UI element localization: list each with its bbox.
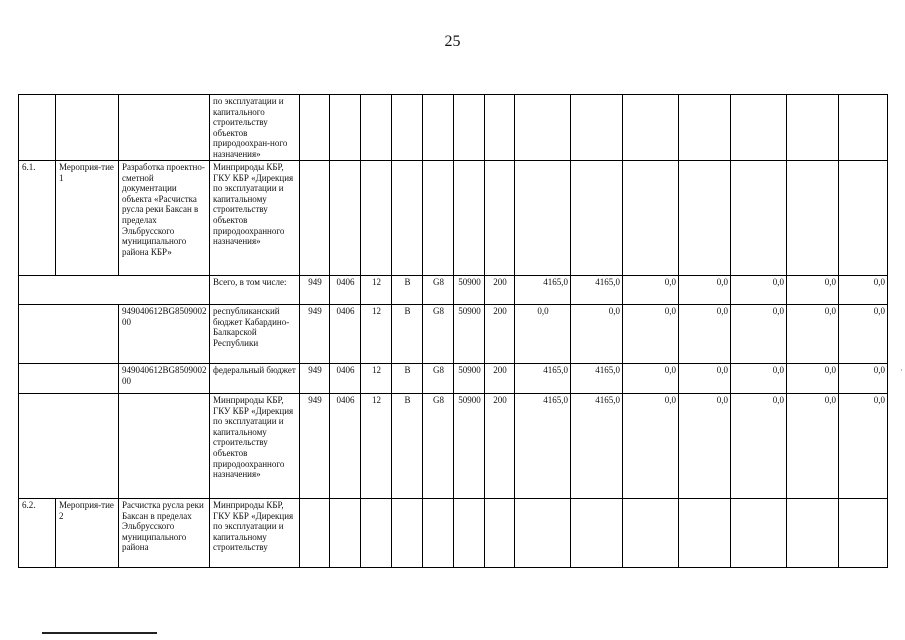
vr-cell: 200 xyxy=(485,276,515,305)
value-cell: 0,0 xyxy=(623,394,679,499)
value-cell: 0,0 xyxy=(571,305,623,364)
table-row xyxy=(19,95,888,161)
code-part-cell: G8 xyxy=(423,305,454,364)
value-cell: 4165,0 xyxy=(571,276,623,305)
value-cell: 0,0 xyxy=(623,276,679,305)
event-code: 6.2. xyxy=(19,499,56,568)
value-cell: 0,0 xyxy=(623,364,679,394)
value-cell: 0,0 xyxy=(679,364,731,394)
code-part-cell: В xyxy=(392,394,423,499)
grbs-cell: 949 xyxy=(300,364,330,394)
value-cell: 4165,0 xyxy=(515,364,571,394)
code-part-cell: G8 xyxy=(423,276,454,305)
value-cell: 0,0 xyxy=(839,394,888,499)
source-cell: республиканский бюджет Кабардино-Балкарской Республики xyxy=(210,305,300,364)
value-cell: 0,0 xyxy=(787,394,839,499)
code-part-cell: 50900 xyxy=(454,305,485,364)
event-name: Расчистка русла реки Баксан в пределах Эльбрусского муниципального района xyxy=(119,499,210,568)
code-part-cell: 50900 xyxy=(454,394,485,499)
value-cell: 0,0 xyxy=(623,305,679,364)
rzpr-cell: 0406 xyxy=(330,364,361,394)
value-cell: 4165,0 xyxy=(515,394,571,499)
table-row xyxy=(19,394,888,499)
source-cell: Всего, в том числе: xyxy=(210,276,300,305)
table-row xyxy=(19,499,888,568)
value-cell: 0,0 xyxy=(787,276,839,305)
event-code: 6.1. xyxy=(19,161,56,276)
table-row xyxy=(19,161,888,276)
source-cell: Минприроды КБР, ГКУ КБР «Дирекция по эксплуатации и капитальному строительству объектов природоохранного назначения» xyxy=(210,394,300,499)
code-part-cell: В xyxy=(392,364,423,394)
executor-cell: Минприроды КБР, ГКУ КБР «Дирекция по эксплуатации и капитальному строительству объектов природоохранного назначения» xyxy=(210,161,300,276)
value-cell: 0,0 xyxy=(787,364,839,394)
value-cell: 4165,0 xyxy=(571,394,623,499)
margin-mark: · xyxy=(900,366,903,375)
code-part-cell: В xyxy=(392,276,423,305)
code-cell: 949040612BG850900200 xyxy=(119,364,210,394)
budget-table xyxy=(18,94,888,568)
value-cell: 0,0 xyxy=(839,305,888,364)
grbs-cell: 949 xyxy=(300,305,330,364)
rzpr-cell: 0406 xyxy=(330,394,361,499)
code-part-cell: G8 xyxy=(423,364,454,394)
value-cell: 0,0 xyxy=(731,276,787,305)
code-cell: 949040612BG850900200 xyxy=(119,305,210,364)
value-cell: 0,0 xyxy=(731,305,787,364)
vr-cell: 200 xyxy=(485,305,515,364)
event-type: Мероприя-тие 1 xyxy=(56,161,119,276)
code-part-cell: G8 xyxy=(423,394,454,499)
source-cell: федеральный бюджет xyxy=(210,364,300,394)
grbs-cell: 949 xyxy=(300,394,330,499)
code-cell xyxy=(19,276,210,305)
page-number: 25 xyxy=(444,33,461,50)
table-row xyxy=(19,364,888,394)
value-cell: 0,0 xyxy=(787,305,839,364)
code-part-cell: 50900 xyxy=(454,364,485,394)
event-type: Мероприя-тие 2 xyxy=(56,499,119,568)
rzpr-cell: 0406 xyxy=(330,305,361,364)
code-part-cell: 12 xyxy=(361,305,392,364)
table-row xyxy=(19,276,888,305)
grbs-cell: 949 xyxy=(300,276,330,305)
value-cell: 0,0 xyxy=(679,394,731,499)
code-part-cell: 12 xyxy=(361,394,392,499)
value-cell: 4165,0 xyxy=(571,364,623,394)
value-cell: 0,0 xyxy=(515,305,571,364)
value-cell: 0,0 xyxy=(731,364,787,394)
event-name: Разработка проектно-сметной документации объекта «Расчистка русла реки Баксан в пределах Эльбрусского муниципального района КБР» xyxy=(119,161,210,276)
value-cell: 0,0 xyxy=(839,364,888,394)
bottom-rule xyxy=(42,632,157,634)
rzpr-cell: 0406 xyxy=(330,276,361,305)
code-part-cell: 12 xyxy=(361,276,392,305)
value-cell: 0,0 xyxy=(731,394,787,499)
executor-cell: по эксплуатации и капитального строительству объектов природоохран-ного назначения» xyxy=(210,95,300,161)
value-cell: 0,0 xyxy=(679,276,731,305)
value-cell: 0,0 xyxy=(679,305,731,364)
code-part-cell: 12 xyxy=(361,364,392,394)
code-part-cell: 50900 xyxy=(454,276,485,305)
value-cell: 4165,0 xyxy=(515,276,571,305)
value-cell: 0,0 xyxy=(839,276,888,305)
vr-cell: 200 xyxy=(485,364,515,394)
code-part-cell: В xyxy=(392,305,423,364)
table-row xyxy=(19,305,888,364)
executor-cell: Минприроды КБР, ГКУ КБР «Дирекция по эксплуатации и капитальному строительству xyxy=(210,499,300,568)
code-cell xyxy=(119,394,210,499)
vr-cell: 200 xyxy=(485,394,515,499)
